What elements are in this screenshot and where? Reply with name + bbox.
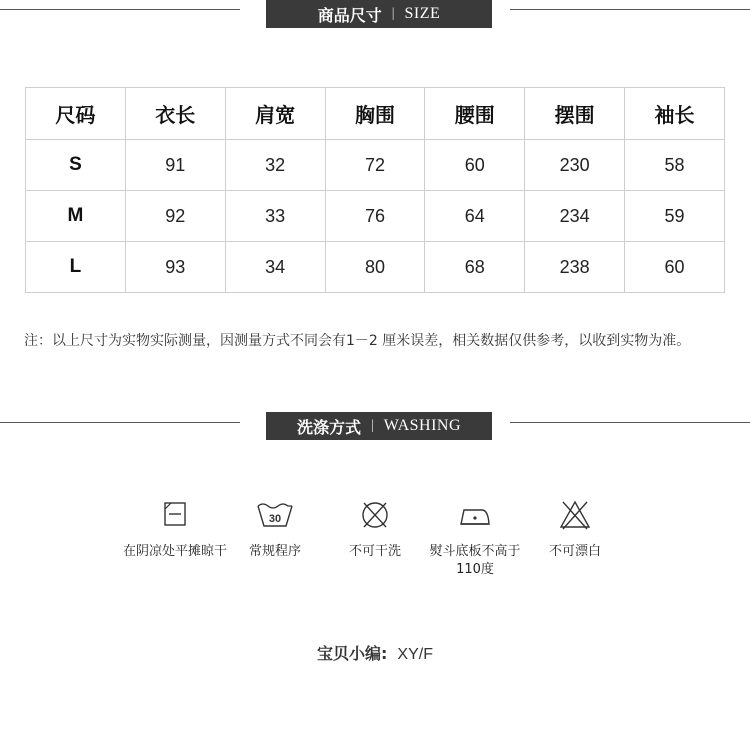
wash-temp-text: 30 — [268, 513, 282, 525]
no-bleach-icon — [555, 498, 595, 532]
no-dry-clean-icon — [355, 498, 395, 532]
washing-header-line-right — [510, 422, 750, 423]
header-hem: 摆围 — [525, 88, 625, 140]
size-header-line-right — [510, 9, 750, 10]
shoulder-cell: 32 — [225, 140, 325, 191]
header-length: 衣长 — [125, 88, 225, 140]
header-sleeve: 袖长 — [625, 88, 725, 140]
editor-value: XY/F — [397, 646, 433, 663]
washing-title-en: WASHING — [383, 417, 462, 434]
dry-flat-shade-icon — [155, 498, 195, 532]
chest-cell: 76 — [325, 191, 425, 242]
wash-item-iron-low — [420, 498, 530, 579]
waist-cell: 60 — [425, 140, 525, 191]
editor-line — [0, 641, 750, 664]
sleeve-cell: 58 — [625, 140, 725, 191]
shoulder-cell: 33 — [225, 191, 325, 242]
length-cell: 92 — [125, 191, 225, 242]
length-cell: 93 — [125, 242, 225, 293]
sleeve-cell: 59 — [625, 191, 725, 242]
washing-header-line-left — [0, 422, 240, 423]
size-title-zh: 商品尺寸 — [317, 5, 382, 25]
table-row — [26, 242, 725, 293]
table-row — [26, 140, 725, 191]
size-section-header — [266, 0, 492, 28]
size-header-line-left — [0, 9, 240, 10]
wash-label: 在阴凉处平摊晾干 — [122, 544, 227, 559]
waist-cell: 68 — [425, 242, 525, 293]
wash-item-no-dry-clean — [320, 498, 430, 561]
size-cell: L — [26, 242, 126, 293]
header-chest: 胸围 — [325, 88, 425, 140]
wash-label: 常规程序 — [248, 544, 301, 559]
size-cell: M — [26, 191, 126, 242]
chest-cell: 72 — [325, 140, 425, 191]
size-title-separator: | — [391, 6, 395, 21]
sleeve-cell: 60 — [625, 242, 725, 293]
hem-cell: 230 — [525, 140, 625, 191]
washing-title-zh: 洗涤方式 — [296, 417, 361, 437]
chest-cell: 80 — [325, 242, 425, 293]
hem-cell: 234 — [525, 191, 625, 242]
washing-section-header — [266, 412, 492, 440]
header-waist: 腰围 — [425, 88, 525, 140]
wash-label: 不可漂白 — [548, 544, 601, 559]
wash-label: 不可干洗 — [348, 544, 401, 559]
editor-label: 宝贝小编: — [317, 644, 388, 663]
header-size: 尺码 — [26, 88, 126, 140]
shoulder-cell: 34 — [225, 242, 325, 293]
waist-cell: 64 — [425, 191, 525, 242]
wash-item-normal-30 — [220, 498, 330, 561]
size-cell: S — [26, 140, 126, 191]
wash-item-no-bleach — [520, 498, 630, 561]
size-title-en: SIZE — [404, 5, 441, 22]
wash-30-icon — [255, 498, 295, 532]
length-cell: 91 — [125, 140, 225, 191]
hem-cell: 238 — [525, 242, 625, 293]
measurement-note: 注：以上尺寸为实物实际测量，因测量方式不同会有1－2 厘米误差，相关数据仅供参考，以收到实物为准。 — [24, 333, 691, 349]
table-row — [26, 191, 725, 242]
wash-label: 熨斗底板不高于110度 — [429, 544, 521, 577]
size-table-header-row — [26, 88, 725, 140]
wash-item-dry-flat — [120, 498, 230, 561]
iron-low-icon — [455, 498, 495, 532]
washing-title-separator: | — [370, 418, 374, 433]
header-shoulder: 肩宽 — [225, 88, 325, 140]
size-table — [25, 87, 725, 293]
